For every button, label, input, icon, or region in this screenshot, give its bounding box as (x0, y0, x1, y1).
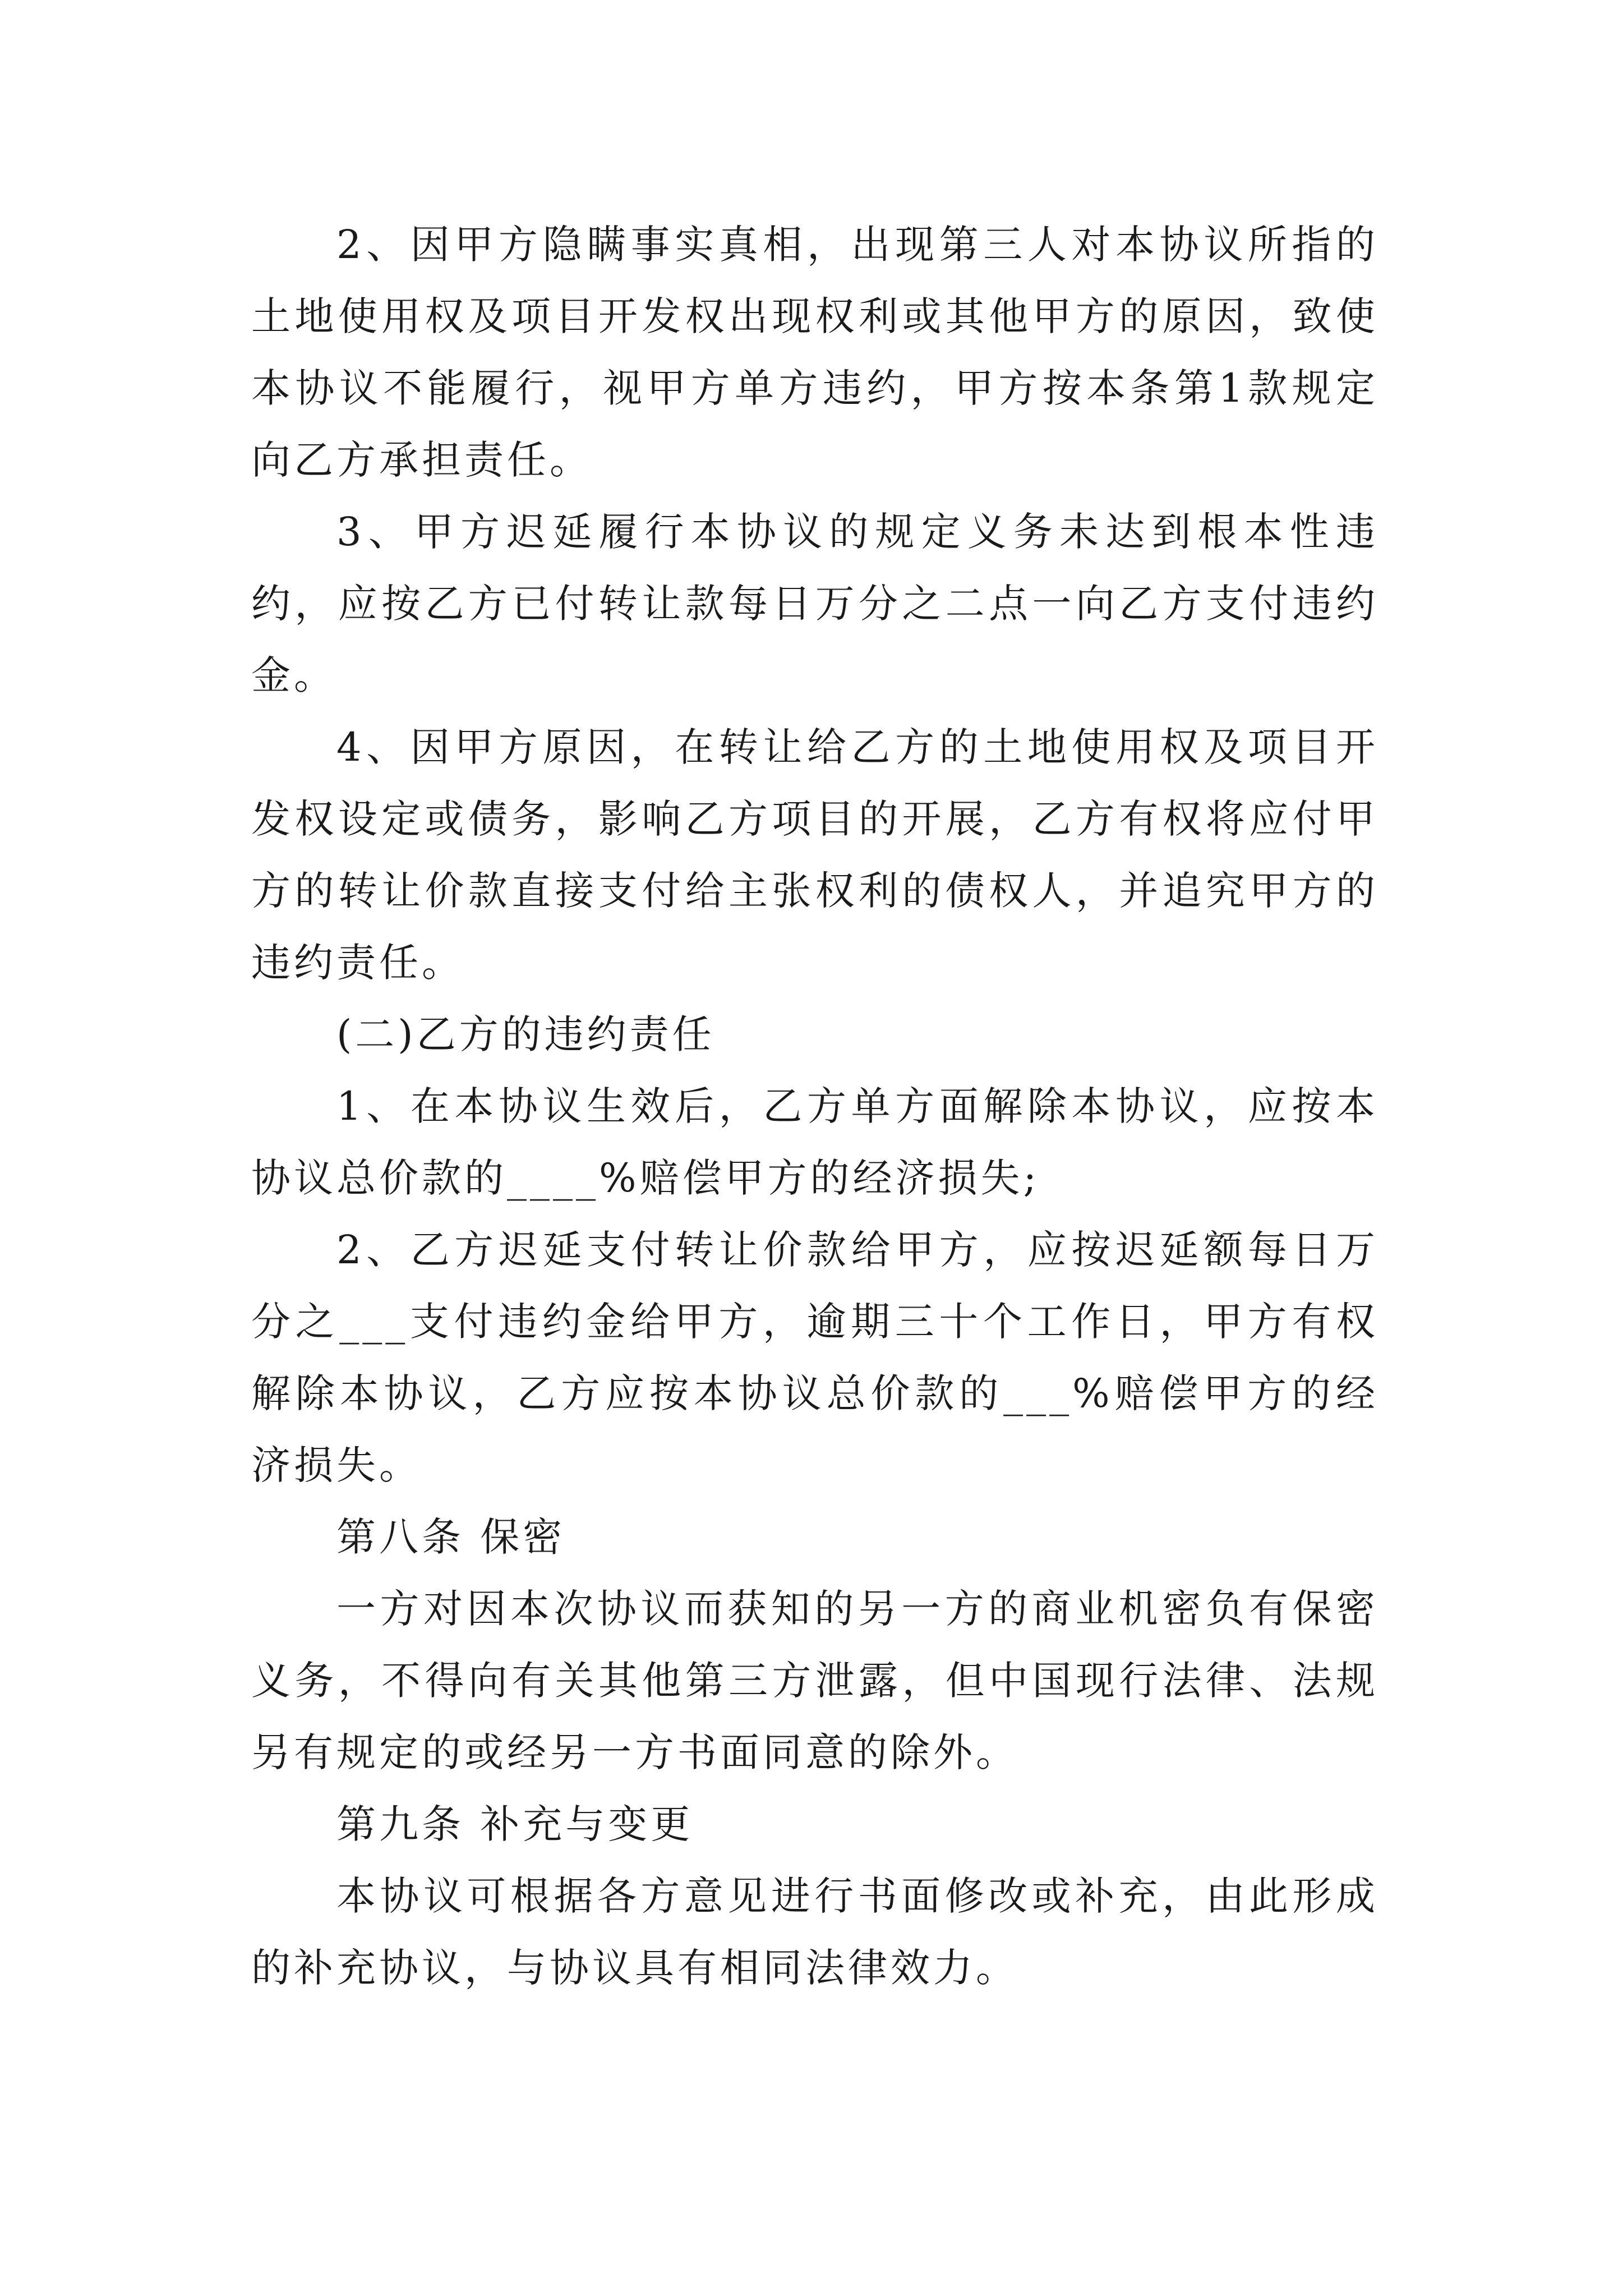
article-8-confidentiality-text: 一方对因本次协议而获知的另一方的商业机密负有保密义务，不得向有关其他第三方泄露，但中国现行法律、法规另有规定的或经另一方书面同意的除外。 (251, 1586, 1378, 1775)
clause-paragraph-4: 4、因甲方原因，在转让给乙方的土地使用权及项目开发权设定或债务，影响乙方项目的开展，乙方有权将应付甲方的转让价款直接支付给主张权利的债权人，并追究甲方的违约责任。 (251, 724, 1378, 986)
document-body (251, 209, 1378, 2004)
section-heading-party-b-liability: (二)乙方的违约责任 (336, 1011, 715, 1057)
party-b-clause-2: 2、乙方迟延支付转让价款给甲方，应按迟延额每日万分之___支付违约金给甲方，逾期三十个工作日，甲方有权解除本协议，乙方应按本协议总价款的___%赔偿甲方的经济损失。 (251, 1227, 1378, 1488)
clause-paragraph-3: 3、甲方迟延履行本协议的规定义务未达到根本性违约，应按乙方已付转让款每日万分之二点一向乙方支付违约金。 (251, 509, 1378, 698)
article-8-heading: 第八条 保密 (336, 1514, 566, 1560)
article-9-amendment-text: 本协议可根据各方意见进行书面修改或补充，由此形成的补充协议，与协议具有相同法律效力。 (251, 1873, 1378, 1991)
article-9-heading: 第九条 补充与变更 (336, 1801, 694, 1847)
clause-paragraph-2: 2、因甲方隐瞒事实真相，出现第三人对本协议所指的土地使用权及项目开发权出现权利或其他甲方的原因，致使本协议不能履行，视甲方单方违约，甲方按本条第1款规定向乙方承担责任。 (251, 222, 1378, 483)
party-b-clause-1: 1、在本协议生效后，乙方单方面解除本协议，应按本协议总价款的____%赔偿甲方的经济损失; (251, 1083, 1378, 1201)
